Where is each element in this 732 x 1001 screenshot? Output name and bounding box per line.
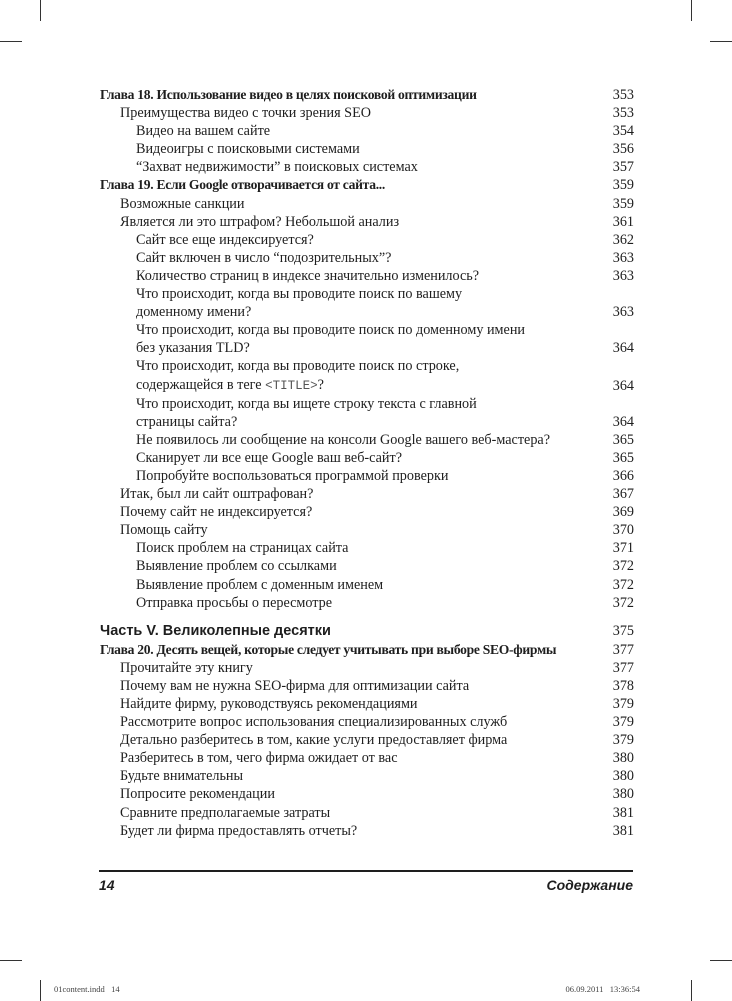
crop-mark-bottom-left-vertical [40, 980, 41, 1001]
toc-entry-title: без указания TLD? [136, 340, 250, 357]
toc-entry-page: 377 [612, 641, 634, 658]
toc-entry-title: Часть V. Великолепные десятки [100, 622, 331, 639]
toc-entry-page: 379 [612, 714, 634, 731]
toc-entry-l2[interactable] [100, 594, 634, 612]
toc-entry-title: страницы сайта? [136, 413, 238, 430]
toc-entry-l2[interactable] [100, 449, 634, 467]
toc-entry-title: “Захват недвижимости” в поисковых системах [136, 159, 418, 176]
toc-entry-page: 371 [612, 540, 634, 557]
toc-entry-page: 372 [612, 594, 634, 611]
toc-entry-part[interactable] [100, 621, 634, 641]
toc-entry-l2[interactable] [100, 576, 634, 594]
crop-mark-top-left-horizontal [0, 41, 22, 42]
toc-entry-l1[interactable] [100, 659, 634, 677]
toc-entry-page: 381 [612, 822, 634, 839]
toc-entry-l2[interactable] [100, 231, 634, 249]
toc-entry-page: 372 [612, 558, 634, 575]
toc-entry-l1[interactable] [100, 731, 634, 749]
toc-entry-page: 359 [612, 195, 634, 212]
toc-entry-page: 375 [612, 622, 634, 639]
toc-entry-title: Отправка просьбы о пересмотре [136, 594, 333, 611]
toc-entry-l1[interactable] [100, 677, 634, 695]
toc-entry-page: 377 [612, 659, 634, 676]
toc-entry-page: 381 [612, 804, 634, 821]
toc-entry-l1[interactable] [100, 213, 634, 231]
toc-entry-l2[interactable] [100, 285, 634, 303]
toc-entry-l2[interactable] [100, 249, 634, 267]
slug-timestamp: 06.09.2011 13:36:54 [565, 984, 640, 994]
toc-entry-title: Почему сайт не индексируется? [120, 504, 313, 521]
toc-entry-title: Найдите фирму, руководствуясь рекомендациями [120, 696, 418, 712]
toc-entry-title-text: содержащейся в теге [136, 376, 266, 393]
toc-entry-l1[interactable] [100, 104, 634, 122]
toc-entry-l2[interactable] [100, 122, 634, 140]
page-number: 14 [99, 877, 115, 893]
toc-entry-l2[interactable] [100, 339, 634, 357]
toc-entry-title: Сайт включен в число “подозрительных”? [136, 249, 392, 266]
toc-entry-title: Поиск проблем на страницах сайта [136, 540, 349, 557]
toc-entry-l2[interactable] [100, 539, 634, 557]
toc-entry-title: Сравните предполагаемые затраты [120, 804, 331, 821]
toc-entry-l2[interactable] [100, 267, 634, 285]
toc-entry-title: Выявление проблем с доменным именем [136, 576, 384, 593]
toc-entry-l2[interactable] [100, 158, 634, 176]
toc-entry-page: 353 [612, 87, 634, 103]
toc-entry-l1[interactable] [100, 695, 634, 713]
toc-entry-page: 380 [612, 750, 634, 767]
toc-entry-title: Количество страниц в индексе значительно изменилось? [136, 267, 480, 284]
toc-entry-title: Что происходит, когда вы проводите поиск по вашему [136, 286, 463, 303]
toc-entry-page: 369 [612, 504, 634, 521]
toc-entry-page: 363 [612, 249, 634, 266]
toc-entry-page: 356 [612, 141, 634, 158]
toc-entry-page: 364 [612, 413, 634, 430]
toc-entry-page: 357 [612, 159, 634, 176]
toc-entry-title: Итак, был ли сайт оштрафован? [120, 486, 314, 503]
toc-entry-title: Видео на вашем сайте [136, 123, 271, 140]
toc-entry-title: Что происходит, когда вы ищете строку текста с главной [136, 395, 477, 412]
toc-entry-page: 364 [612, 340, 634, 357]
toc-entry-title: Будьте внимательны [120, 768, 244, 785]
toc-entry-l1[interactable] [100, 767, 634, 785]
toc-entry-page: 380 [612, 786, 634, 803]
toc-entry-title: Попросите рекомендации [120, 786, 275, 803]
toc-entry-title: Возможные санкции [120, 195, 245, 212]
crop-mark-bottom-left-horizontal [0, 960, 22, 961]
toc-entry-l1[interactable] [100, 785, 634, 803]
toc-entry-l2[interactable] [100, 413, 634, 431]
toc-entry-title: Не появилось ли сообщение на консоли Google вашего веб-мастера? [136, 431, 551, 448]
toc-entry-page: 364 [612, 377, 634, 394]
toc-entry-page: 367 [612, 486, 634, 503]
slug-file: 01content.indd 14 [54, 984, 120, 994]
toc-entry-l2[interactable] [100, 303, 634, 321]
toc-entry-title: Детально разберитесь в том, какие услуги предоставляет фирма [120, 732, 508, 749]
toc-entry-title: Рассмотрите вопрос использования специализированных служб [120, 714, 508, 731]
toc-entry-title: Видеоигры с поисковыми системами [136, 141, 360, 158]
toc-entry-title: Разберитесь в том, чего фирма ожидает от вас [120, 750, 398, 767]
toc-entry-title: Будет ли фирма предоставлять отчеты? [120, 822, 358, 839]
toc-entry-page: 353 [612, 105, 634, 122]
toc-entry-l1[interactable] [100, 804, 634, 822]
toc-entry-title: Что происходит, когда вы проводите поиск по доменному имени [136, 322, 526, 339]
toc-entry-title: Сканирует ли все еще Google ваш веб-сайт? [136, 449, 403, 466]
table-of-contents [100, 86, 634, 840]
toc-entry-title: Выявление проблем со ссылками [136, 558, 337, 575]
toc-entry-page: 365 [612, 431, 634, 448]
toc-entry-l2[interactable] [100, 357, 634, 375]
crop-mark-top-right-horizontal [710, 41, 732, 42]
toc-entry-code: <TITLE> [265, 378, 318, 393]
toc-entry-page: 359 [612, 177, 634, 194]
toc-entry-l2[interactable] [100, 140, 634, 158]
toc-entry-page: 370 [612, 522, 634, 539]
toc-entry-l2[interactable] [100, 395, 634, 413]
toc-entry-title: Является ли это штрафом? Небольшой анализ [120, 213, 400, 230]
toc-entry-page: 379 [612, 696, 634, 712]
toc-entry-l1[interactable] [100, 822, 634, 840]
toc-entry-title [100, 376, 604, 395]
toc-entry-title: Прочитайте эту книгу [120, 659, 253, 676]
toc-entry-page: 378 [612, 677, 634, 694]
toc-entry-l1[interactable] [100, 195, 634, 213]
toc-entry-page: 380 [612, 768, 634, 785]
toc-entry-l2[interactable] [100, 321, 634, 339]
toc-entry-title: доменному имени? [136, 304, 252, 321]
toc-entry-title: Почему вам не нужна SEO-фирма для оптимизации сайта [120, 677, 470, 694]
toc-entry-title-suffix: ? [317, 376, 324, 393]
toc-entry-l1[interactable] [100, 749, 634, 767]
toc-entry-l1[interactable] [100, 503, 634, 521]
toc-entry-page: 362 [612, 231, 634, 248]
toc-entry-page: 363 [612, 267, 634, 284]
toc-entry-page: 366 [612, 467, 634, 484]
toc-entry-title: Глава 18. Использование видео в целях поисковой оптимизации [100, 87, 477, 102]
toc-entry-chapter[interactable] [100, 641, 634, 659]
toc-entry-title: Попробуйте воспользоваться программой проверки [136, 467, 449, 484]
toc-entry-l2[interactable] [100, 376, 634, 395]
toc-entry-title: Глава 20. Десять вещей, которые следует учитывать при выборе SEO-фирмы [100, 641, 557, 657]
crop-mark-bottom-right-vertical [691, 980, 692, 1001]
toc-entry-title: Глава 19. Если Google отворачивается от сайта... [100, 177, 386, 193]
crop-mark-top-left-vertical [40, 0, 41, 21]
toc-entry-title: Преимущества видео с точки зрения SEO [120, 105, 371, 122]
crop-mark-bottom-right-horizontal [710, 960, 732, 961]
toc-entry-page: 379 [612, 732, 634, 749]
toc-entry-l2[interactable] [100, 467, 634, 485]
toc-entry-title: Помощь сайту [120, 522, 208, 539]
toc-entry-l1[interactable] [100, 521, 634, 539]
toc-entry-page: 365 [612, 449, 634, 466]
toc-entry-l2[interactable] [100, 431, 634, 449]
toc-entry-page: 372 [612, 576, 634, 593]
footer-rule [99, 870, 633, 872]
running-title: Содержание [546, 877, 633, 893]
toc-entry-chapter[interactable] [100, 86, 634, 104]
toc-entry-page: 354 [612, 123, 634, 140]
toc-entry-title: Сайт все еще индексируется? [136, 231, 314, 248]
toc-entry-l1[interactable] [100, 485, 634, 503]
crop-mark-top-right-vertical [691, 0, 692, 21]
toc-entry-l2[interactable] [100, 557, 634, 575]
toc-entry-title: Что происходит, когда вы проводите поиск по строке, [136, 358, 460, 375]
toc-entry-page: 361 [612, 213, 634, 230]
toc-entry-l1[interactable] [100, 713, 634, 731]
toc-entry-page: 363 [612, 304, 634, 321]
toc-entry-chapter[interactable] [100, 176, 634, 194]
